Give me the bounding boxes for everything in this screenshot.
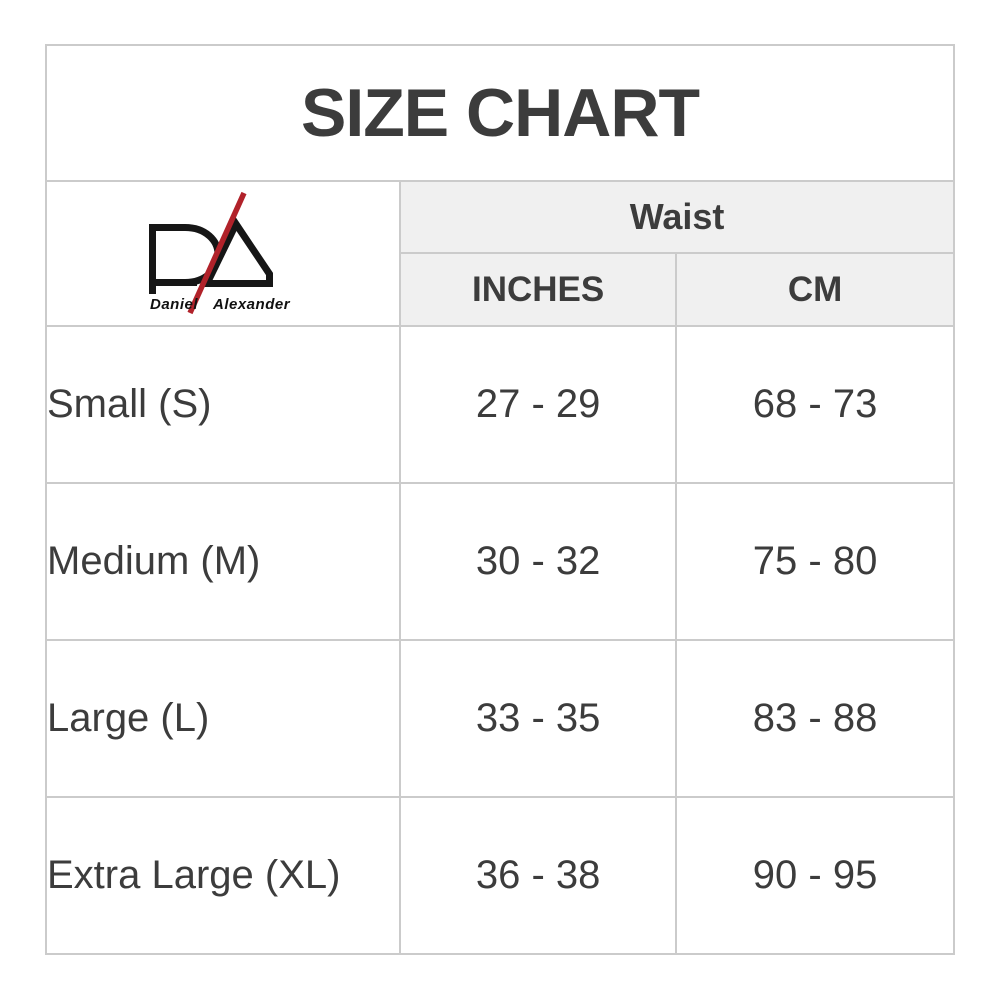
size-chart-container bbox=[45, 44, 955, 955]
logo-text-daniel: Daniel bbox=[150, 295, 199, 313]
size-label: Medium (M) bbox=[46, 483, 400, 640]
size-chart-table bbox=[45, 44, 955, 955]
table-row-large bbox=[46, 640, 954, 797]
table-row-extra-large bbox=[46, 797, 954, 954]
logo-red-slash-icon bbox=[190, 193, 244, 313]
column-header-inches: INCHES bbox=[400, 253, 676, 326]
logo-text-alexander: Alexander bbox=[213, 295, 291, 313]
cm-value: 75 - 80 bbox=[676, 483, 954, 640]
page-title: SIZE CHART bbox=[46, 45, 954, 181]
cm-value: 90 - 95 bbox=[676, 797, 954, 954]
size-label: Extra Large (XL) bbox=[46, 797, 400, 954]
column-group-header-waist: Waist bbox=[400, 181, 954, 253]
brand-logo-cell bbox=[46, 181, 400, 326]
size-label: Small (S) bbox=[46, 326, 400, 483]
column-header-cm: CM bbox=[676, 253, 954, 326]
title-row bbox=[46, 45, 954, 181]
inches-value: 30 - 32 bbox=[400, 483, 676, 640]
daniel-alexander-logo-icon bbox=[147, 191, 299, 317]
table-row-small bbox=[46, 326, 954, 483]
group-header-row bbox=[46, 181, 954, 253]
size-label: Large (L) bbox=[46, 640, 400, 797]
cm-value: 83 - 88 bbox=[676, 640, 954, 797]
cm-value: 68 - 73 bbox=[676, 326, 954, 483]
inches-value: 27 - 29 bbox=[400, 326, 676, 483]
table-row-medium bbox=[46, 483, 954, 640]
inches-value: 33 - 35 bbox=[400, 640, 676, 797]
inches-value: 36 - 38 bbox=[400, 797, 676, 954]
